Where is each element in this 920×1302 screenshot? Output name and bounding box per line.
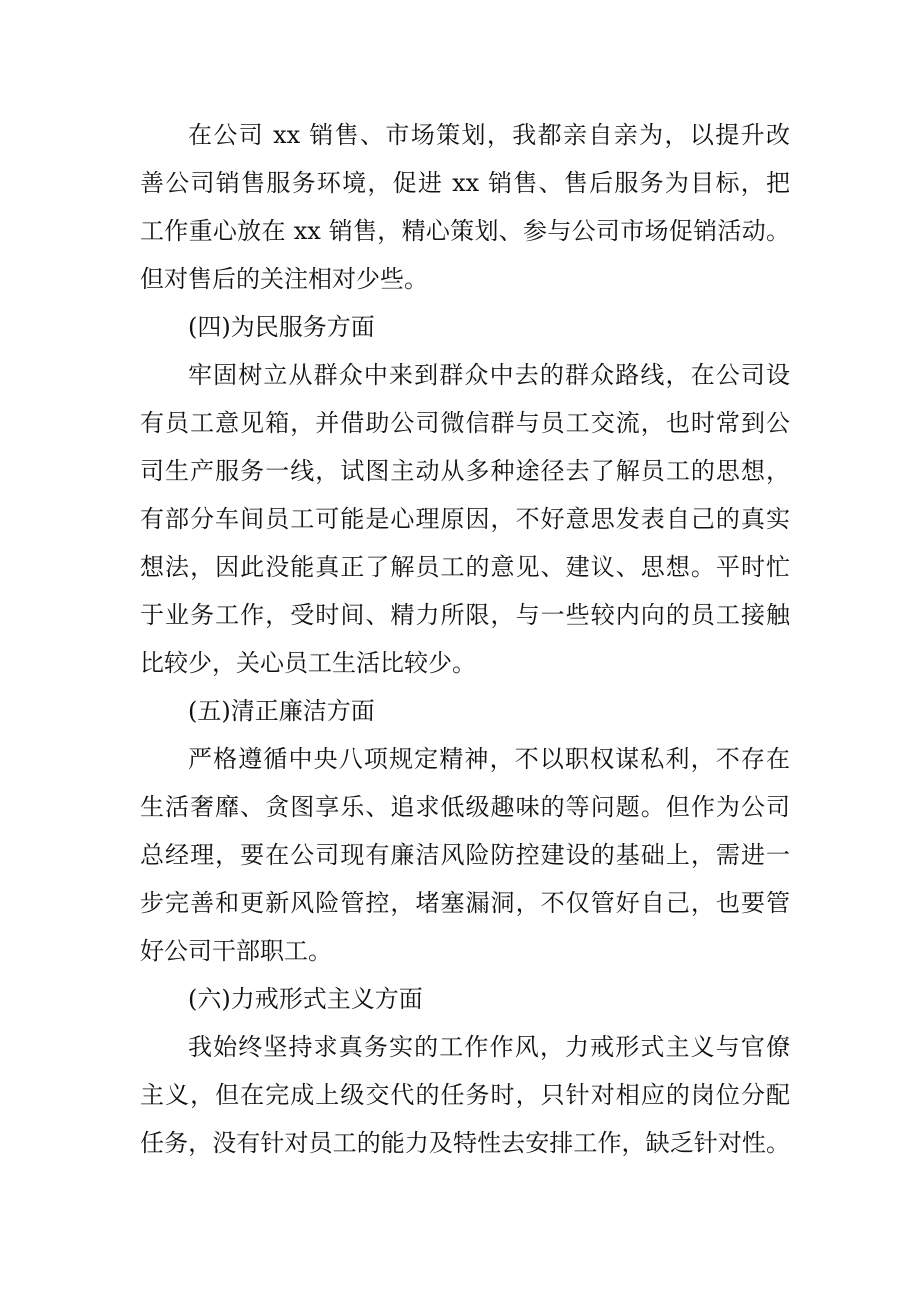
paragraph-4-line-2: 主义，但在完成上级交代的任务时，只针对相应的岗位分配 (140, 1081, 790, 1109)
paragraph-1-line-3: 工作重心放在 xx 销售，精心策划、参与公司市场促销活动。 (140, 217, 790, 245)
paragraph-1-line-4: 但对售后的关注相对少些。 (140, 265, 428, 293)
paragraph-2-line-5: 想法，因此没能真正了解员工的意见、建议、思想。平时忙 (140, 553, 790, 581)
paragraph-3-line-2: 生活奢靡、贪图享乐、追求低级趣味的等问题。但作为公司 (140, 793, 790, 821)
section-heading-6: (六)力戒形式主义方面 (188, 985, 423, 1013)
paragraph-3-line-5: 好公司干部职工。 (140, 937, 332, 965)
paragraph-2-line-2: 有员工意见箱，并借助公司微信群与员工交流，也时常到公 (140, 409, 790, 437)
paragraph-4-line-3: 任务，没有针对员工的能力及特性去安排工作，缺乏针对性。 (140, 1129, 790, 1157)
paragraph-1-line-1: 在公司 xx 销售、市场策划，我都亲自亲为，以提升改 (188, 121, 790, 149)
paragraph-2-line-6: 于业务工作，受时间、精力所限，与一些较内向的员工接触 (140, 601, 790, 629)
paragraph-2-line-4: 有部分车间员工可能是心理原因，不好意思发表自己的真实 (140, 505, 790, 533)
paragraph-4-line-1: 我始终坚持求真务实的工作作风，力戒形式主义与官僚 (188, 1033, 790, 1061)
section-heading-4: (四)为民服务方面 (188, 313, 375, 341)
paragraph-3-line-3: 总经理，要在公司现有廉洁风险防控建设的基础上，需进一 (140, 841, 790, 869)
paragraph-2-line-7: 比较少，关心员工生活比较少。 (140, 649, 476, 677)
paragraph-1-line-2: 善公司销售服务环境，促进 xx 销售、售后服务为目标，把 (140, 169, 790, 197)
paragraph-3-line-4: 步完善和更新风险管控，堵塞漏洞，不仅管好自己，也要管 (140, 889, 790, 917)
paragraph-2-line-3: 司生产服务一线，试图主动从多种途径去了解员工的思想， (140, 457, 790, 485)
section-heading-5: (五)清正廉洁方面 (188, 697, 375, 725)
paragraph-2-line-1: 牢固树立从群众中来到群众中去的群众路线，在公司设 (188, 361, 790, 389)
paragraph-3-line-1: 严格遵循中央八项规定精神，不以职权谋私利，不存在 (188, 745, 790, 773)
